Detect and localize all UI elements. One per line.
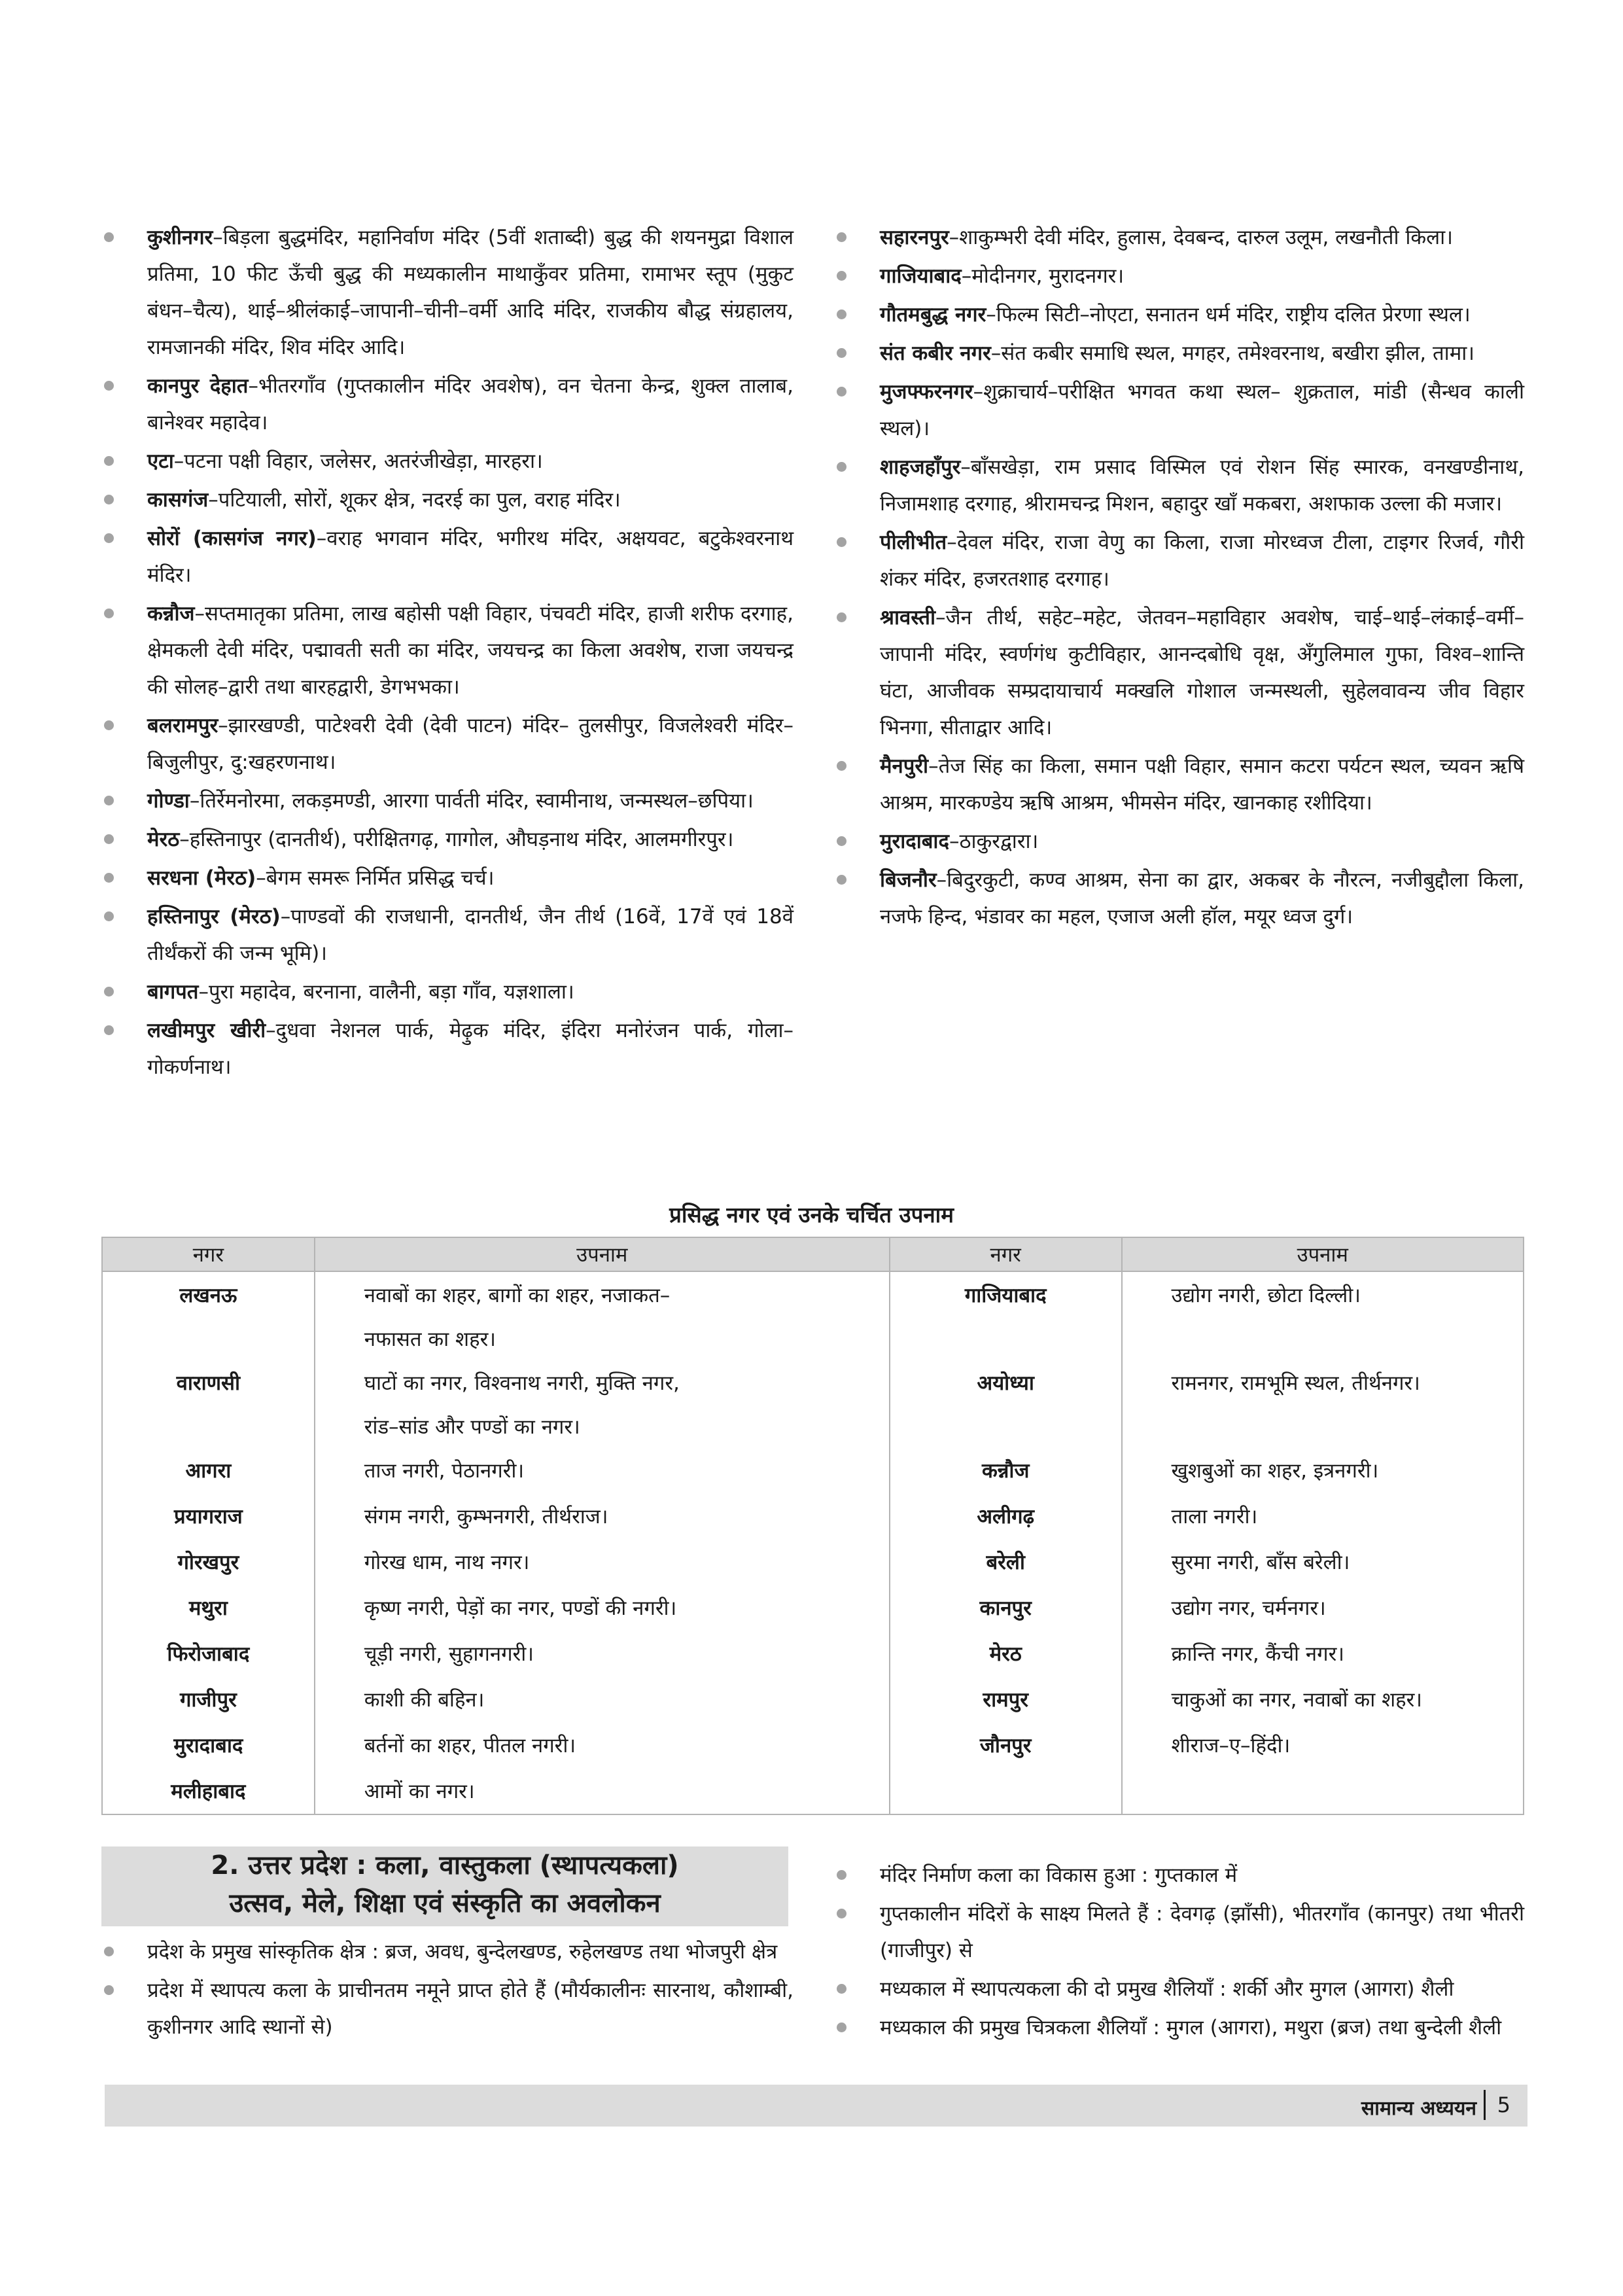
place-term: कानपुर देहात (147, 374, 249, 398)
bullet-icon (104, 987, 114, 997)
city-cell: बरेली (890, 1539, 1122, 1585)
place-term: कुशीनगर (147, 226, 213, 249)
list-item (101, 783, 794, 819)
place-description: –शुक्राचार्य–परीक्षित भगवत कथा स्थल– शुक्रताल, मांडी (सैन्धव काली स्थल)। (880, 380, 1524, 440)
alias-cell (1122, 1405, 1524, 1447)
list-item (101, 482, 794, 518)
list-item (101, 860, 794, 896)
city-cell (102, 1318, 315, 1360)
alias-cell: नफासत का शहर। (315, 1318, 890, 1360)
city-cell: गोरखपुर (102, 1539, 315, 1585)
list-item-text: मंदिर निर्माण कला का विकास हुआ : गुप्तकाल में (880, 1863, 1238, 1887)
bullet-icon (104, 1947, 114, 1956)
city-cell (890, 1768, 1122, 1814)
place-term: लखीमपुर खीरी (147, 1019, 266, 1042)
alias-cell: घाटों का नगर, विश्वनाथ नगरी, मुक्ति नगर, (315, 1360, 890, 1405)
alias-cell (1122, 1318, 1524, 1360)
place-term: गोण्डा (147, 789, 190, 813)
city-cell (102, 1405, 315, 1447)
bottom-right-column (834, 1857, 1524, 2048)
table-row (102, 1360, 1524, 1405)
bullet-icon (837, 836, 846, 846)
place-term: मैनपुरी (880, 754, 929, 778)
alias-cell: संगम नगरी, कुम्भनगरी, तीर्थराज। (315, 1493, 890, 1539)
table-row (102, 1722, 1524, 1768)
list-item-text: मध्यकाल की प्रमुख चित्रकला शैलियाँ : मुगल (आगरा), मथुरा (ब्रज) तथा बुन्देली शैली (880, 2016, 1502, 2040)
alias-cell: आमों का नगर। (315, 1768, 890, 1814)
place-term: गाजियाबाद (880, 264, 962, 288)
place-description: –ठाकुरद्वारा। (949, 830, 1039, 853)
list-item (101, 595, 794, 705)
list-item (834, 2009, 1524, 2046)
bottom-left-list (101, 1934, 794, 2045)
place-term: श्रावस्ती (880, 606, 935, 629)
city-cell (890, 1318, 1122, 1360)
alias-cell: काशी की बहिन। (315, 1676, 890, 1722)
list-item (834, 1896, 1524, 1969)
place-description: –पाण्डवों की राजधानी, दानतीर्थ, जैन तीर्थ (16वें, 17वें एवं 18वें तीर्थंकरों की जन्म भूमि)। (147, 905, 794, 965)
list-item (834, 748, 1524, 821)
bullet-icon (837, 1909, 846, 1918)
bullet-icon (837, 232, 846, 242)
place-description: –वराह भगवान मंदिर, भगीरथ मंदिर, अक्षयवट, बटुकेश्वरनाथ मंदिर। (147, 527, 794, 587)
place-description: –बाँसखेड़ा, राम प्रसाद विस्मिल एवं रोशन सिंह स्मारक, वनखण्डीनाथ, निजामशाह दरगाह, श्रीरामचन्द्र मिशन, बहादुर खाँ मकबरा, अशफाक उल्ला की मजार। (880, 455, 1524, 516)
table-title: प्रसिद्ध नगर एवं उनके चर्चित उपनाम (669, 1202, 954, 1227)
left-column (101, 219, 794, 1087)
table-header-row (102, 1237, 1524, 1271)
place-term: सहारनपुर (880, 226, 949, 249)
bottom-left-column (101, 1934, 794, 2047)
bullet-icon (104, 456, 114, 466)
page-number: 5 (1497, 2093, 1510, 2117)
place-description: –पटना पक्षी विहार, जलेसर, अतरंजीखेड़ा, मारहरा। (173, 450, 543, 473)
city-cell: गाजियाबाद (890, 1271, 1122, 1318)
header-city-1: नगर (102, 1237, 315, 1271)
alias-cell: नवाबों का शहर, बागों का शहर, नजाकत– (315, 1271, 890, 1318)
city-cell: रामपुर (890, 1676, 1122, 1722)
list-item (834, 862, 1524, 935)
bullet-icon (104, 495, 114, 504)
table-body (102, 1271, 1524, 1814)
place-description: –तिर्रेमनोरमा, लकड़मण्डी, आरगा पार्वती मंदिर, स्वामीनाथ, जन्मस्थल–छपिया। (189, 789, 754, 813)
table-row (102, 1271, 1524, 1318)
table-row (102, 1676, 1524, 1722)
list-item (834, 449, 1524, 522)
page-footer (105, 2085, 1527, 2127)
alias-cell: ताला नगरी। (1122, 1493, 1524, 1539)
bullet-icon (104, 873, 114, 883)
section-heading-box (101, 1846, 788, 1926)
place-term: कन्नौज (147, 602, 195, 626)
list-item (101, 520, 794, 593)
left-place-list (101, 219, 794, 1086)
city-cell: जौनपुर (890, 1722, 1122, 1768)
place-term: बलरामपुर (147, 714, 218, 737)
bullet-icon (104, 609, 114, 618)
bullet-icon (837, 1870, 846, 1880)
city-cell: मथुरा (102, 1585, 315, 1631)
header-alias-2: उपनाम (1122, 1237, 1524, 1271)
alias-cell: सुरमा नगरी, बाँस बरेली। (1122, 1539, 1524, 1585)
place-description: –देवल मंदिर, राजा वेणु का किला, राजा मोरध्वज टीला, टाइगर रिजर्व, गौरी शंकर मंदिर, हजरतशाह दरगाह। (880, 531, 1524, 591)
bullet-icon (837, 761, 846, 771)
place-term: सरधना (मेरठ) (147, 866, 256, 890)
right-column (834, 219, 1524, 937)
section-heading-line1: 2. उत्तर प्रदेश : कला, वास्तुकला (स्थापत्यकला) (211, 1850, 679, 1881)
alias-cell: खुशबुओं का शहर, इत्रनगरी। (1122, 1447, 1524, 1493)
place-term: बिजनौर (880, 868, 937, 892)
list-item-text: मध्यकाल में स्थापत्यकला की दो प्रमुख शैलियाँ : शर्की और मुगल (आगरा) शैली (880, 1977, 1454, 2001)
list-item (834, 296, 1524, 333)
place-description: –बिड़ला बुद्धमंदिर, महानिर्वाण मंदिर (5वीं शताब्दी) बुद्ध की शयनमुद्रा विशाल प्रतिमा, 10 फीट ऊँची बुद्ध की मध्यकालीन माथाकुँवर प्रतिमा, रामाभर स्तूप (मुकुट बंधन–चैत्य), थाई–श्रीलंकाई–जापानी–चीनी–वर्मी आदि मंदिर, राजकीय बौद्ध संग्रहालय, रामजानकी मंदिर, शिव मंदिर आदि। (147, 226, 794, 359)
alias-cell: ताज नगरी, पेठानगरी। (315, 1447, 890, 1493)
list-item (101, 1012, 794, 1086)
place-term: कासगंज (147, 488, 209, 512)
bullet-icon (837, 271, 846, 281)
place-description: –तेज सिंह का किला, समान पक्षी विहार, समान कटरा पर्यटन स्थल, च्यवन ऋषि आश्रम, मारकण्डेय ऋषि आश्रम, भीमसेन मंदिर, खानकाह रशीदिया। (880, 754, 1524, 815)
alias-cell: उद्योग नगरी, छोटा दिल्ली। (1122, 1271, 1524, 1318)
alias-cell: चाकुओं का नगर, नवाबों का शहर। (1122, 1676, 1524, 1722)
alias-cell: रामनगर, रामभूमि स्थल, तीर्थनगर। (1122, 1360, 1524, 1405)
bullet-icon (104, 834, 114, 844)
place-description: –हस्तिनापुर (दानतीर्थ), परीक्षितगढ़, गागोल, औघड़नाथ मंदिर, आलमगीरपुर। (179, 828, 734, 851)
city-cell: फिरोजाबाद (102, 1631, 315, 1676)
bullet-icon (837, 387, 846, 397)
alias-cell: गोरख धाम, नाथ नगर। (315, 1539, 890, 1585)
alias-cell: कृष्ण नगरी, पेड़ों का नगर, पण्डों की नगरी। (315, 1585, 890, 1631)
place-description: –जैन तीर्थ, सहेट–महेट, जेतवन–महाविहार अवशेष, चाई–थाई–लंकाई–वर्मी–जापानी मंदिर, स्वर्णगंध कुटीविहार, आनन्दबोधि वृक्ष, अँगुलिमाल गुफा, विश्व–शान्ति घंटा, आजीवक सम्प्रदायाचार्य मक्खलि गोशाल जन्मस्थली, सुहेलवावन्य जीव विहार भिनगा, सीताद्वार आदि। (880, 606, 1524, 739)
place-term: मुजफ्फरनगर (880, 380, 973, 404)
list-item (834, 599, 1524, 746)
list-item (101, 898, 794, 972)
place-term: एटा (147, 450, 174, 473)
table-row (102, 1631, 1524, 1676)
alias-cell (1122, 1768, 1524, 1814)
place-description: –मोदीनगर, मुरादनगर। (961, 264, 1125, 288)
bullet-icon (837, 875, 846, 885)
list-item (834, 1971, 1524, 2007)
place-term: शाहजहाँपुर (880, 455, 961, 479)
place-term: हस्तिनापुर (मेरठ) (147, 905, 281, 928)
place-description: –बेगम समरू निर्मित प्रसिद्ध चर्च। (256, 866, 495, 890)
table-row (102, 1447, 1524, 1493)
place-term: मुरादाबाद (880, 830, 949, 853)
bullet-icon (837, 537, 846, 547)
city-cell: गाजीपुर (102, 1676, 315, 1722)
list-item-text: प्रदेश में स्थापत्य कला के प्राचीनतम नमूने प्राप्त होते हैं (मौर्यकालीनः सारनाथ, कौशाम्बी, कुशीनगर आदि स्थानों से) (147, 1979, 794, 2039)
place-description: –दुधवा नेशनल पार्क, मेढ़ुक मंदिर, इंदिरा मनोरंजन पार्क, गोला–गोकर्णनाथ। (147, 1019, 794, 1079)
bullet-icon (837, 348, 846, 358)
city-cell: कानपुर (890, 1585, 1122, 1631)
list-item (834, 374, 1524, 447)
place-description: –पुरा महादेव, बरनाना, वालैनी, बड़ा गाँव, यज्ञशाला। (198, 980, 574, 1004)
place-description: –संत कबीर समाधि स्थल, मगहर, तमेश्वरनाथ, बखीरा झील, तामा। (990, 342, 1475, 365)
alias-cell: रांड–सांड और पण्डों का नगर। (315, 1405, 890, 1447)
place-description: –झारखण्डी, पाटेश्वरी देवी (देवी पाटन) मंदिर– तुलसीपुर, विजलेश्वरी मंदिर– बिजुलीपुर, दु:खहरणनाथ। (147, 714, 794, 774)
alias-cell: उद्योग नगर, चर्मनगर। (1122, 1585, 1524, 1631)
city-cell: लखनऊ (102, 1271, 315, 1318)
footer-label: सामान्य अध्ययन (1361, 2097, 1476, 2120)
table-row (102, 1585, 1524, 1631)
bullet-icon (837, 612, 846, 622)
alias-cell: चूड़ी नगरी, सुहागनगरी। (315, 1631, 890, 1676)
city-cell: कन्नौज (890, 1447, 1122, 1493)
alias-cell: क्रान्ति नगर, कैंची नगर। (1122, 1631, 1524, 1676)
place-description: –शाकुम्भरी देवी मंदिर, हुलास, देवबन्द, दारुल उलूम, लखनौती किला। (949, 226, 1453, 249)
place-term: पीलीभीत (880, 531, 947, 554)
list-item-text: प्रदेश के प्रमुख सांस्कृतिक क्षेत्र : ब्रज, अवध, बुन्देलखण्ड, रुहेलखण्ड तथा भोजपुरी क्षेत्र (147, 1940, 778, 1964)
list-item (101, 821, 794, 858)
place-description: –सप्तमातृका प्रतिमा, लाख बहोसी पक्षी विहार, पंचवटी मंदिर, हाजी शरीफ दरगाह, क्षेमकली देवी मंदिर, पद्मावती सती का मंदिर, जयचन्द्र का किला अवशेष, राजा जयचन्द्र की सोलह–द्वारी तथा बारहद्वारी, डेगभभका। (147, 602, 794, 699)
bullet-icon (104, 1025, 114, 1035)
list-item (101, 443, 794, 480)
bullet-icon (104, 796, 114, 805)
bullet-icon (104, 1985, 114, 1995)
list-item (101, 368, 794, 441)
city-cell: अयोध्या (890, 1360, 1122, 1405)
city-cell: मुरादाबाद (102, 1722, 315, 1768)
section-heading-line2: उत्सव, मेले, शिक्षा एवं संस्कृति का अवलोकन (229, 1888, 661, 1918)
alias-cell: शीराज–ए–हिंदी। (1122, 1722, 1524, 1768)
list-item (101, 1934, 794, 1970)
city-cell: अलीगढ़ (890, 1493, 1122, 1539)
table-row (102, 1539, 1524, 1585)
place-description: –भीतरगाँव (गुप्तकालीन मंदिर अवशेष), वन चेतना केन्द्र, शुक्ल तालाब, बानेश्वर महादेव। (147, 374, 794, 434)
bullet-icon (104, 232, 114, 242)
city-nickname-table (101, 1237, 1524, 1815)
list-item (834, 1857, 1524, 1894)
bullet-icon (104, 911, 114, 921)
header-city-2: नगर (890, 1237, 1122, 1271)
bottom-right-list (834, 1857, 1524, 2046)
city-cell: वाराणसी (102, 1360, 315, 1405)
list-item (834, 219, 1524, 256)
list-item (834, 258, 1524, 294)
list-item (834, 823, 1524, 860)
table-row (102, 1318, 1524, 1360)
list-item (101, 974, 794, 1010)
city-cell (890, 1405, 1122, 1447)
place-term: संत कबीर नगर (880, 342, 991, 365)
table-row (102, 1768, 1524, 1814)
place-term: मेरठ (147, 828, 180, 851)
city-cell: मलीहाबाद (102, 1768, 315, 1814)
bullet-icon (104, 533, 114, 543)
list-item (101, 1972, 794, 2045)
city-cell: आगरा (102, 1447, 315, 1493)
bullet-icon (837, 309, 846, 319)
bullet-icon (104, 720, 114, 730)
place-term: बागपत (147, 980, 199, 1004)
table-row (102, 1493, 1524, 1539)
list-item-text: गुप्तकालीन मंदिरों के साक्ष्य मिलते हैं : देवगढ़ (झाँसी), भीतरगाँव (कानपुर) तथा भीतरी (गाजीपुर) से (880, 1902, 1524, 1962)
city-cell: मेरठ (890, 1631, 1122, 1676)
place-description: –फिल्म सिटी–नोएटा, सनातन धर्म मंदिर, राष्ट्रीय दलित प्रेरणा स्थल। (986, 303, 1471, 327)
table-row (102, 1405, 1524, 1447)
list-item (101, 219, 794, 366)
alias-cell: बर्तनों का शहर, पीतल नगरी। (315, 1722, 890, 1768)
bullet-icon (104, 381, 114, 391)
place-description: –पटियाली, सोरों, शूकर क्षेत्र, नदरई का पुल, वराह मंदिर। (208, 488, 621, 512)
place-term: सोरों (कासगंज नगर) (147, 527, 317, 550)
bullet-icon (837, 1984, 846, 1994)
right-place-list (834, 219, 1524, 935)
header-alias-1: उपनाम (315, 1237, 890, 1271)
bullet-icon (837, 462, 846, 472)
place-term: गौतमबुद्ध नगर (880, 303, 986, 327)
list-item (101, 707, 794, 781)
bullet-icon (837, 2022, 846, 2032)
list-item (834, 335, 1524, 372)
place-description: –बिदुरकुटी, कण्व आश्रम, सेना का द्वार, अकबर के नौरत्न, नजीबुद्दौला किला, नजफे हिन्द, भंडावर का महल, एजाज अली हॉल, मयूर ध्वज दुर्ग। (880, 868, 1524, 928)
list-item (834, 524, 1524, 597)
city-cell: प्रयागराज (102, 1493, 315, 1539)
footer-separator (1484, 2090, 1486, 2120)
